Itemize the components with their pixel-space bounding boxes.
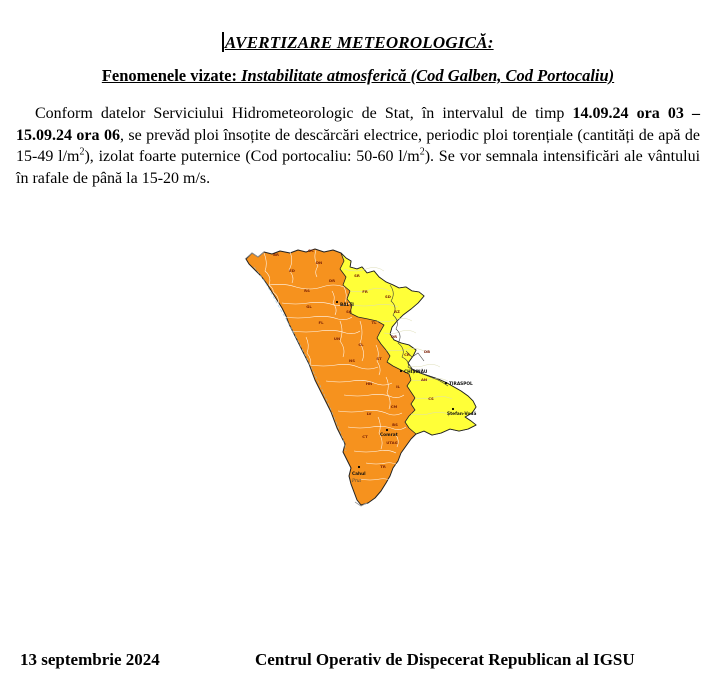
subtitle-value: Instabilitate atmosferică (Cod Galben, Cod Portocaliu) <box>241 66 615 85</box>
paragraph-segment: ). Se vor semnala intensificări ale vântului în rafale de până la 15-20 m/s. <box>16 148 701 187</box>
city-label: Ștefan-Vodă <box>447 412 477 417</box>
river-label: Prut <box>352 478 362 483</box>
district-code-label: OR <box>390 334 398 339</box>
city-label: BĂLȚI <box>340 303 354 308</box>
district-code-label: GL <box>306 304 312 309</box>
district-code-label: CT <box>362 434 368 439</box>
district-code-label: AN <box>420 377 428 382</box>
district-code-label: IL <box>396 384 400 389</box>
city-dot <box>386 429 388 431</box>
district-code-label: RZ <box>394 309 400 314</box>
district-code-label: SG <box>346 309 352 314</box>
district-code-label: UTAG <box>386 440 398 445</box>
paragraph-segment: 2 <box>79 146 85 158</box>
page-title-text: AVERTIZARE METEOROLOGICĂ: <box>224 33 494 52</box>
moldova-warning-map <box>240 225 490 510</box>
district-code-label: CS <box>428 396 434 401</box>
text-cursor <box>222 32 224 52</box>
city-dot <box>358 466 360 468</box>
district-code-label: CL <box>358 342 364 347</box>
district-code-label: BS <box>392 422 398 427</box>
page-title <box>0 32 716 53</box>
map-svg <box>240 225 490 510</box>
district-code-label: CM <box>390 404 398 409</box>
district-code-label: ED <box>289 268 295 273</box>
district-code-label: DB <box>423 349 431 354</box>
district-code-label: DR <box>328 278 336 283</box>
district-code-label: ST <box>376 356 382 361</box>
paragraph-segment: ), izolat foarte puternice (Cod portocaliu: 50-60 l/m <box>84 148 420 166</box>
paragraph-segment: 2 <box>419 146 425 158</box>
district-code-label: RS <box>304 288 310 293</box>
district-code-label: TL <box>371 320 377 325</box>
district-code-label: CR <box>404 352 410 357</box>
district-code-label: LV <box>366 411 372 416</box>
city-label: CHIȘINĂU <box>404 370 428 375</box>
footer-date: 13 septembrie 2024 <box>20 650 160 669</box>
district-code-label: NS <box>349 358 355 363</box>
district-code-label: TR <box>380 464 386 469</box>
city-label: TIRASPOL <box>449 382 473 387</box>
district-code-label: BR <box>273 252 279 257</box>
city-dot <box>452 408 454 410</box>
city-dot <box>336 301 338 303</box>
footer-organization: Centrul Operativ de Dispecerat Republican al IGSU <box>255 650 635 669</box>
city-label: Comrat <box>380 433 398 438</box>
city-label: Cahul <box>352 472 366 477</box>
subtitle <box>0 66 716 86</box>
district-code-label: DN <box>315 260 323 265</box>
city-dot <box>400 370 402 372</box>
warning-paragraph <box>16 103 700 189</box>
subtitle-label: Fenomenele vizate: <box>101 66 242 85</box>
city-dot <box>445 382 447 384</box>
paragraph-segment: , se prevăd ploi însoțite de descărcări electrice, periodic ploi torențiale (cantități de apă de 15-49 l/m <box>16 126 700 166</box>
district-code-label: SR <box>354 273 360 278</box>
district-code-label: UN <box>333 336 341 341</box>
district-code-label: FL <box>318 320 324 325</box>
district-code-label: SD <box>385 294 391 299</box>
paragraph-segment: 14.09.24 ora 03 – 15.09.24 ora 06 <box>16 105 700 144</box>
district-code-label: FR <box>362 289 368 294</box>
district-code-label: OC <box>307 248 315 253</box>
paragraph-segment: Conform datelor Serviciului Hidrometeorologic de Stat, în intervalul de timp <box>35 105 573 122</box>
district-code-label: HN <box>365 381 373 386</box>
